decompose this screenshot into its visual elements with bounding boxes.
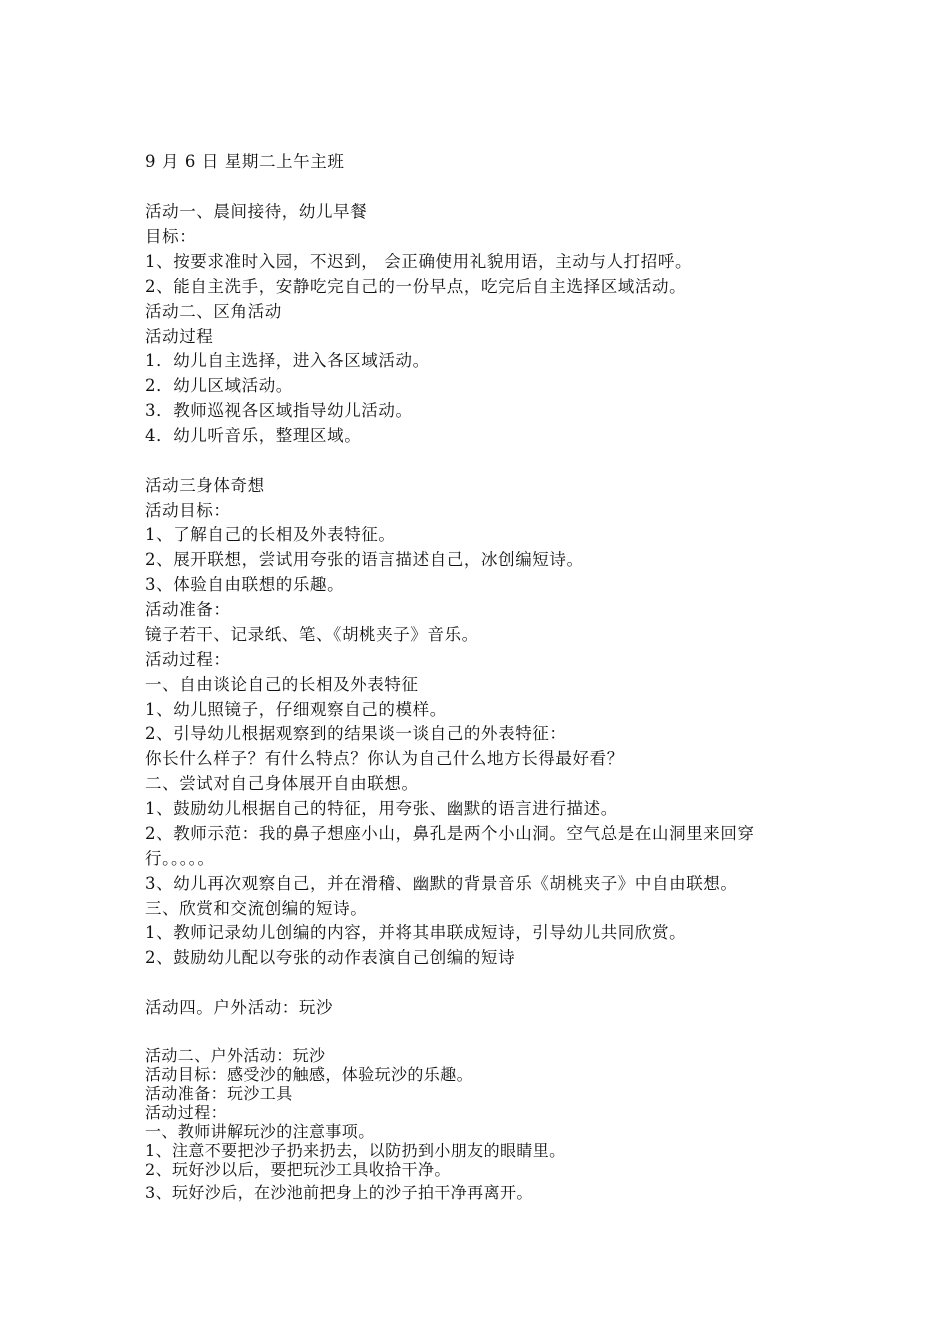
activity-5-item-1: 1、注意不要把沙子扔来扔去，以防扔到小朋友的眼睛里。	[145, 1141, 566, 1160]
activity-5-section-1: 一、教师讲解玩沙的注意事项。	[145, 1122, 375, 1141]
activity-3-section-3: 三、欣赏和交流创编的短诗。	[145, 899, 368, 918]
activity-3-section-2-item-3: 3、幼儿再次观察自己，并在滑稽、幽默的背景音乐《胡桃夹子》中自由联想。	[145, 874, 738, 893]
document-title: 9 月 6 日 星期二上午主班	[145, 152, 345, 171]
activity-3-section-1-item-2: 2、引导幼儿根据观察到的结果谈一谈自己的外表特征：	[145, 724, 567, 743]
activity-3-section-2-item-2a: 2、教师示范：我的鼻子想座小山，鼻孔是两个小山洞。空气总是在山洞里来回穿	[145, 824, 755, 843]
activity-3-section-1: 一、自由谈论自己的长相及外表特征	[145, 675, 419, 694]
activity-3-section-3-item-2: 2、鼓励幼儿配以夸张的动作表演自己创编的短诗	[145, 948, 516, 967]
activity-3-prep-label: 活动准备：	[145, 600, 231, 619]
activity-2-title: 活动二、区角活动	[145, 302, 282, 321]
activity-3-process-label: 活动过程：	[145, 650, 231, 669]
activity-3-section-1-question: 你长什么样子？有什么特点？你认为自己什么地方长得最好看？	[145, 749, 624, 768]
activity-3-title: 活动三身体奇想	[145, 476, 265, 495]
activity-1-title: 活动一、晨间接待，幼儿早餐	[145, 202, 368, 221]
activity-1-goal-2: 2、能自主洗手，安静吃完自己的一份早点，吃完后自主选择区域活动。	[145, 277, 687, 296]
activity-3-section-2: 二、尝试对自己身体展开自由联想。	[145, 774, 419, 793]
activity-5-goal: 活动目标：感受沙的触感，体验玩沙的乐趣。	[145, 1065, 474, 1084]
activity-1-goal-label: 目标：	[145, 227, 197, 246]
activity-1-goal-1: 1、按要求准时入园，不迟到， 会正确使用礼貌用语，主动与人打招呼。	[145, 252, 693, 271]
activity-2-step-3: 3．教师巡视各区域指导幼儿活动。	[145, 401, 413, 420]
activity-3-goal-3: 3、体验自由联想的乐趣。	[145, 575, 345, 594]
activity-3-prep-items: 镜子若干、记录纸、笔、《胡桃夹子》音乐。	[145, 625, 479, 644]
activity-2-step-2: 2．幼儿区域活动。	[145, 376, 293, 395]
activity-5-title: 活动二、户外活动：玩沙	[145, 1046, 326, 1065]
activity-5-prep: 活动准备：玩沙工具	[145, 1084, 293, 1103]
activity-3-section-1-item-1: 1、幼儿照镜子，仔细观察自己的模样。	[145, 700, 447, 719]
activity-4-title: 活动四。户外活动：玩沙	[145, 998, 334, 1017]
activity-3-goal-2: 2、展开联想，尝试用夸张的语言描述自己，冰创编短诗。	[145, 550, 584, 569]
activity-5-process-label: 活动过程：	[145, 1103, 228, 1122]
activity-3-section-3-item-1: 1、教师记录幼儿创编的内容，并将其串联成短诗，引导幼儿共同欣赏。	[145, 923, 687, 942]
activity-2-process-label: 活动过程	[145, 327, 214, 346]
activity-3-goal-1: 1、了解自己的长相及外表特征。	[145, 525, 396, 544]
activity-2-step-4: 4．幼儿听音乐，整理区域。	[145, 426, 362, 445]
activity-3-section-2-item-2b: 行。。。。。	[145, 849, 215, 868]
activity-2-step-1: 1．幼儿自主选择，进入各区域活动。	[145, 351, 430, 370]
activity-5-item-2: 2、玩好沙以后，要把玩沙工具收拾干净。	[145, 1160, 451, 1179]
activity-3-section-2-item-1: 1、鼓励幼儿根据自己的特征，用夸张、幽默的语言进行描述。	[145, 799, 618, 818]
activity-5-item-3: 3、玩好沙后，在沙池前把身上的沙子拍干净再离开。	[145, 1183, 533, 1202]
activity-3-goal-label: 活动目标：	[145, 501, 231, 520]
